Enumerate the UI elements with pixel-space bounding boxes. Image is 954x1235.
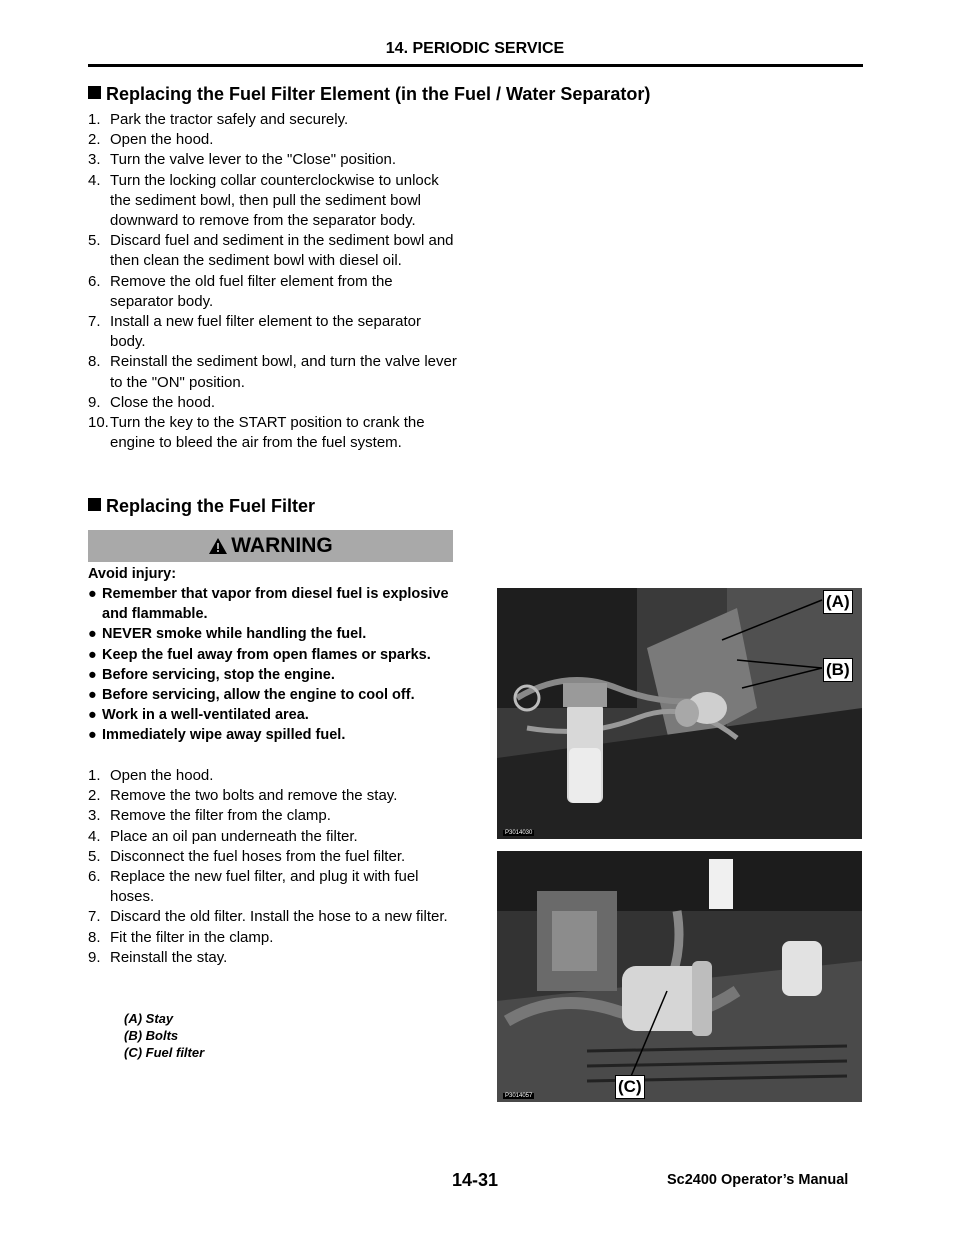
step-item [88,352,458,392]
chapter-title: 14. PERIODIC SERVICE [385,40,565,57]
figure-legend [124,1010,204,1061]
step-text: Open the hood. [110,767,214,784]
bullet-dot-icon: ● [88,646,97,663]
warning-triangle-icon [208,537,228,555]
legend-item: (A) Stay [124,1011,174,1026]
step-item [88,806,458,826]
step-item [88,948,458,968]
page-number: 14-31 [452,1170,499,1190]
step-text: Place an oil pan underneath the filter. [110,827,358,845]
step-item [88,272,458,312]
warning-list [88,584,468,746]
step-number: 9. [88,393,101,411]
warning-item [88,725,468,745]
warning-item [88,705,468,725]
step-number: 4. [88,827,101,845]
warning-item [88,685,468,705]
step-text: Reinstall the sediment bowl, and turn the valve lever to the "ON" position. [110,353,457,391]
legend-item: (B) Bolts [124,1028,179,1043]
step-number: 3. [88,807,101,825]
step-item [88,847,458,867]
warning-intro: Avoid injury: [88,566,177,582]
warning-item [88,624,468,644]
step-number: 2. [88,131,101,149]
warning-item-text: Keep the fuel away from open flames or sparks. [102,646,431,663]
step-number: 8. [88,353,101,371]
callout-a: (A) [823,590,853,614]
warning-item-text: NEVER smoke while handling the fuel. [102,626,367,643]
step-text: Discard the old filter. Install the hose to a new filter. [110,908,448,926]
step-item [88,130,458,150]
bullet-dot-icon: ● [88,707,97,724]
step-text: Close the hood. [110,393,216,411]
warning-item-text: Before servicing, allow the engine to cool off. [102,687,415,704]
bullet-square-icon [88,498,101,511]
warning-item-text: Work in a well-ventilated area. [102,707,309,724]
step-item [88,150,458,170]
warning-item [88,665,468,685]
step-text: Reinstall the stay. [110,948,228,966]
warning-item-text: Remember that vapor from diesel fuel is explosive and flammable. [102,586,449,623]
callout-c: (C) [615,1075,645,1099]
step-item [88,907,458,927]
bullet-dot-icon: ● [88,687,97,704]
step-number: 7. [88,908,101,926]
legend-item: (C) Fuel filter [124,1045,205,1060]
step-number: 5. [88,847,101,865]
photo-code: P3014057 [505,1093,533,1099]
step-number: 7. [88,313,101,331]
callout-b: (B) [823,658,853,682]
step-text: Discard fuel and sediment in the sediment bowl and then clean the sediment bowl with diesel oil. [110,232,454,270]
bullet-dot-icon: ● [88,626,97,643]
bullet-dot-icon: ● [88,666,97,683]
warning-label: WARNING [231,534,333,557]
warning-item-text: Immediately wipe away spilled fuel. [102,727,346,744]
step-number: 9. [88,948,101,966]
step-item [88,312,458,352]
step-text: Remove the filter from the clamp. [110,807,331,825]
step-text: Replace the new fuel filter, and plug it with fuel hoses. [110,868,419,906]
step-text: Fit the filter in the clamp. [110,928,274,946]
step-text: Disconnect the fuel hoses from the fuel filter. [110,847,406,865]
step-text: Turn the valve lever to the "Close" position. [110,151,397,169]
step-text: Open the hood. [110,131,214,149]
step-number: 5. [88,232,101,250]
step-item [88,867,458,907]
step-item [88,827,458,847]
photo-code: P3014030 [505,830,533,836]
section-heading-text: Replacing the Fuel Filter Element (in the Fuel / Water Separator) [106,84,651,104]
photo-fuel-filter-stay [497,588,862,839]
step-item [88,766,458,786]
step-text: Park the tractor safely and securely. [110,111,349,128]
step-text: Install a new fuel filter element to the separator body. [110,313,422,351]
step-number: 8. [88,928,101,946]
section-heading-text: Replacing the Fuel Filter [106,496,316,516]
warning-banner [88,530,453,562]
step-number: 6. [88,272,101,290]
step-item [88,231,458,271]
step-list-fuel-filter [88,766,458,968]
section-heading-fuel-water-separator [88,84,650,105]
step-item [88,928,458,948]
step-item [88,171,458,232]
step-number: 10. [88,414,109,432]
warning-item [88,645,468,665]
step-number: 2. [88,787,101,805]
step-item [88,786,458,806]
bullet-dot-icon: ● [88,727,97,744]
bullet-square-icon [88,86,101,99]
step-item [88,110,458,130]
step-text: Remove the two bolts and remove the stay. [110,787,398,805]
step-list-separator [88,110,458,453]
header-rule [88,64,863,67]
warning-item [88,584,468,624]
warning-item-text: Before servicing, stop the engine. [102,666,335,683]
step-item [88,393,458,413]
step-number: 4. [88,171,101,189]
step-number: 3. [88,151,101,169]
step-item [88,413,458,453]
step-text: Turn the locking collar counterclockwise to unlock the sediment bowl, then pull the sediment bowl downward to remove from the separator body. [110,171,439,230]
step-number: 6. [88,868,101,886]
manual-name: Sc2400 Operator’s Manual [667,1172,849,1188]
step-number: 1. [88,767,101,784]
step-number: 1. [88,111,101,128]
photo-fuel-filter-clamp [497,851,862,1102]
step-text: Remove the old fuel filter element from the separator body. [110,272,393,310]
bullet-dot-icon: ● [88,586,97,602]
step-text: Turn the key to the START position to crank the engine to bleed the air from the fuel system. [110,414,425,452]
section-heading-fuel-filter [88,496,315,517]
